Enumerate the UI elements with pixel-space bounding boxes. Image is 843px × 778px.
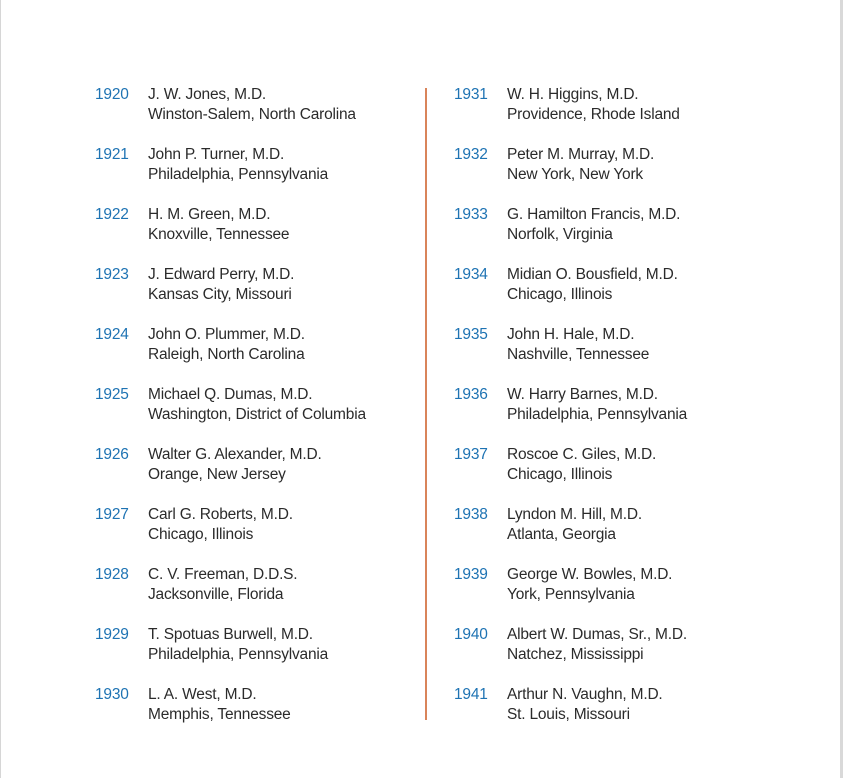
entry-place: Philadelphia, Pennsylvania [148, 166, 329, 183]
entry-name: G. Hamilton Francis, M.D. [507, 206, 681, 223]
entry-place: York, Pennsylvania [507, 586, 635, 603]
entry-year: 1936 [454, 386, 488, 403]
entry-details [148, 685, 291, 725]
entry-details [148, 145, 328, 185]
entry-year: 1930 [95, 686, 129, 703]
entry-year: 1941 [454, 686, 488, 703]
entry-name: Midian O. Bousfield, M.D. [507, 266, 678, 283]
entry-details [148, 625, 328, 665]
entry-name: Lyndon M. Hill, M.D. [507, 506, 642, 523]
entry-year: 1935 [454, 326, 488, 343]
entry-year: 1922 [95, 206, 129, 223]
entry-year: 1923 [95, 266, 129, 283]
entry-name: L. A. West, M.D. [148, 686, 257, 703]
entry-name: Michael Q. Dumas, M.D. [148, 386, 313, 403]
entry-place: Chicago, Illinois [507, 466, 613, 483]
entry-name: Walter G. Alexander, M.D. [148, 446, 322, 463]
entry-place: Memphis, Tennessee [148, 706, 291, 723]
list-item [95, 385, 415, 445]
column-divider [425, 88, 427, 720]
entry-details [148, 85, 356, 125]
entry-year: 1938 [454, 506, 488, 523]
entry-details [148, 385, 366, 425]
entry-place: Washington, District of Columbia [148, 406, 366, 423]
entry-name: John O. Plummer, M.D. [148, 326, 305, 343]
entry-name: J. Edward Perry, M.D. [148, 266, 295, 283]
entry-name: John P. Turner, M.D. [148, 146, 285, 163]
list-item [454, 445, 814, 505]
list-item [454, 565, 814, 625]
list-item [95, 625, 415, 685]
list-item [454, 685, 814, 745]
entry-details [148, 205, 289, 245]
left-column [95, 85, 415, 745]
entry-details [148, 325, 305, 365]
entry-year: 1929 [95, 626, 129, 643]
entry-details [507, 265, 678, 305]
entry-year: 1939 [454, 566, 488, 583]
entry-year: 1920 [95, 86, 129, 103]
entry-place: Chicago, Illinois [148, 526, 254, 543]
list-item [454, 505, 814, 565]
entry-name: Peter M. Murray, M.D. [507, 146, 655, 163]
list-item [95, 325, 415, 385]
list-item [454, 85, 814, 145]
list-item [95, 265, 415, 325]
entry-details [148, 505, 293, 545]
entry-details [507, 145, 654, 185]
entry-details [507, 565, 672, 605]
entry-year: 1940 [454, 626, 488, 643]
entry-year: 1921 [95, 146, 129, 163]
entry-year: 1925 [95, 386, 129, 403]
entry-place: Chicago, Illinois [507, 286, 613, 303]
entry-details [507, 205, 680, 245]
entry-place: Kansas City, Missouri [148, 286, 292, 303]
list-item [95, 565, 415, 625]
entry-year: 1928 [95, 566, 129, 583]
entry-name: George W. Bowles, M.D. [507, 566, 673, 583]
entry-details [507, 625, 687, 665]
entry-place: Knoxville, Tennessee [148, 226, 290, 243]
entry-year: 1934 [454, 266, 488, 283]
entry-name: J. W. Jones, M.D. [148, 86, 267, 103]
entry-details [507, 505, 642, 545]
entry-year: 1937 [454, 446, 488, 463]
entry-place: Norfolk, Virginia [507, 226, 613, 243]
list-item [454, 205, 814, 265]
entry-place: Orange, New Jersey [148, 466, 286, 483]
entry-name: Albert W. Dumas, Sr., M.D. [507, 626, 687, 643]
entry-details [507, 445, 656, 485]
entry-place: Natchez, Mississippi [507, 646, 644, 663]
list-item [95, 145, 415, 205]
entry-details [507, 325, 649, 365]
entry-details [507, 685, 663, 725]
entry-name: C. V. Freeman, D.D.S. [148, 566, 298, 583]
entry-year: 1933 [454, 206, 488, 223]
entry-name: Roscoe C. Giles, M.D. [507, 446, 657, 463]
list-item [95, 445, 415, 505]
entry-name: Carl G. Roberts, M.D. [148, 506, 293, 523]
list-item [95, 205, 415, 265]
entry-year: 1932 [454, 146, 488, 163]
entry-name: T. Spotuas Burwell, M.D. [148, 626, 313, 643]
entry-details [148, 445, 322, 485]
entry-place: New York, New York [507, 166, 643, 183]
list-item [454, 265, 814, 325]
entry-year: 1926 [95, 446, 129, 463]
entry-year: 1924 [95, 326, 129, 343]
entry-details [148, 565, 297, 605]
entry-name: W. Harry Barnes, M.D. [507, 386, 658, 403]
entry-place: Jacksonville, Florida [148, 586, 284, 603]
entry-name: John H. Hale, M.D. [507, 326, 635, 343]
entry-year: 1931 [454, 86, 488, 103]
list-item [95, 85, 415, 145]
list-item [454, 145, 814, 205]
entry-place: Atlanta, Georgia [507, 526, 616, 543]
right-column [454, 85, 814, 745]
list-item [95, 505, 415, 565]
entry-details [507, 385, 687, 425]
entry-details [148, 265, 294, 305]
entry-place: St. Louis, Missouri [507, 706, 630, 723]
entry-place: Winston-Salem, North Carolina [148, 106, 356, 123]
entry-place: Nashville, Tennessee [507, 346, 650, 363]
list-item [454, 325, 814, 385]
entry-place: Providence, Rhode Island [507, 106, 680, 123]
entry-details [507, 85, 680, 125]
entry-year: 1927 [95, 506, 129, 523]
entry-name: Arthur N. Vaughn, M.D. [507, 686, 663, 703]
list-item [454, 385, 814, 445]
entry-name: W. H. Higgins, M.D. [507, 86, 639, 103]
entry-place: Philadelphia, Pennsylvania [148, 646, 329, 663]
list-item [454, 625, 814, 685]
entry-place: Philadelphia, Pennsylvania [507, 406, 688, 423]
entry-place: Raleigh, North Carolina [148, 346, 305, 363]
entry-name: H. M. Green, M.D. [148, 206, 271, 223]
list-item [95, 685, 415, 745]
